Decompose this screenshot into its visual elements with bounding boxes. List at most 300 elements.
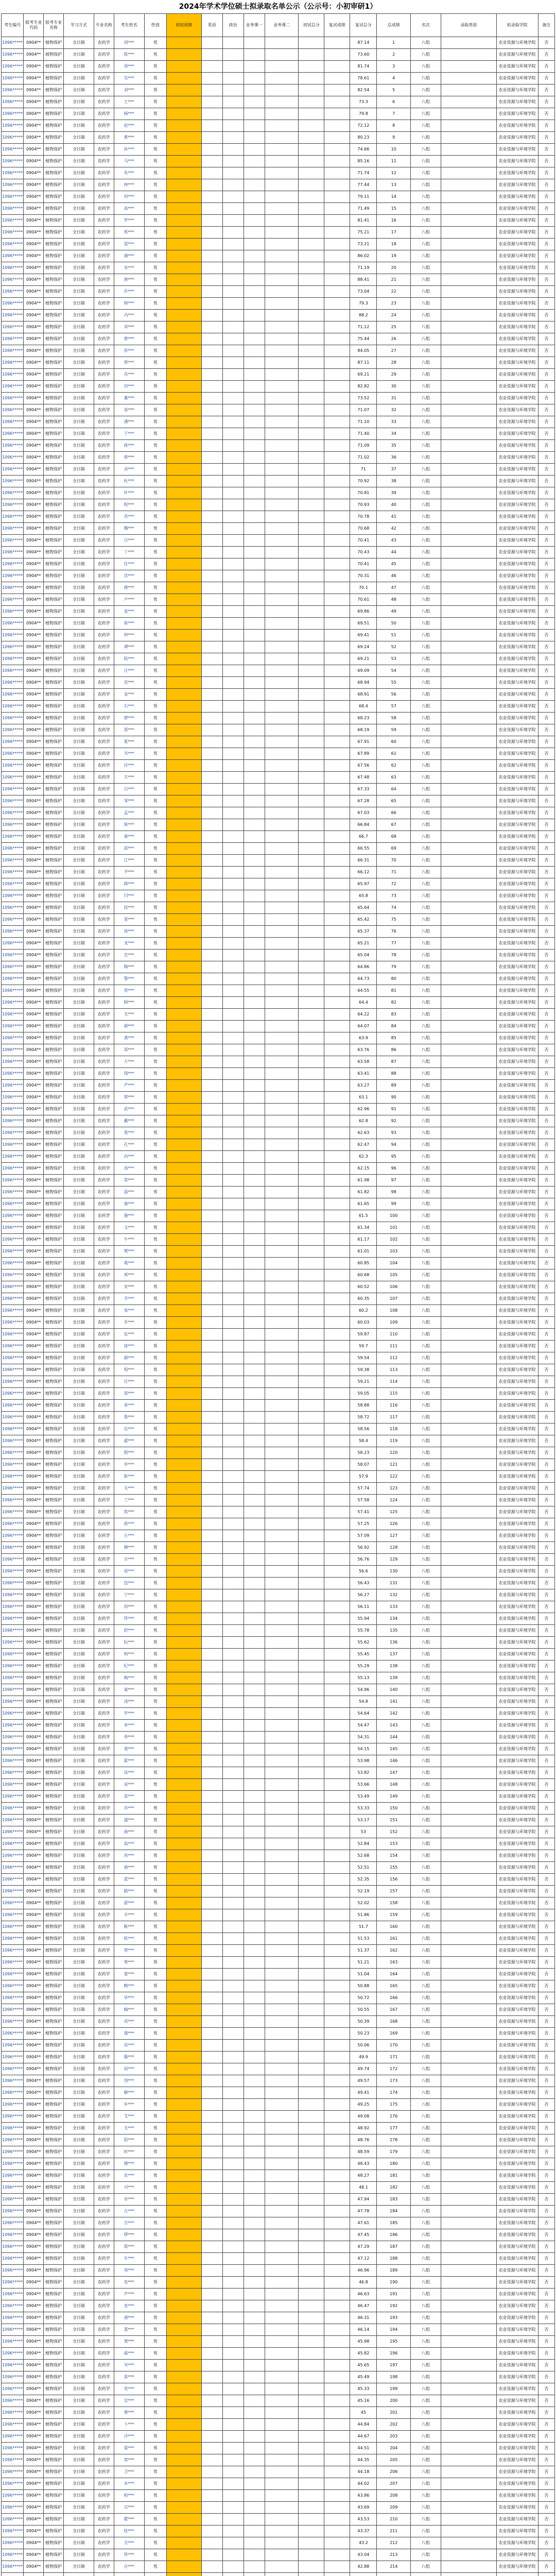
table-cell: 八组 <box>410 1021 441 1032</box>
table-cell: 农业资源与环境学院 <box>496 1826 538 1838</box>
table-row <box>2 250 555 262</box>
table-cell <box>441 1068 496 1080</box>
table-cell <box>265 440 299 452</box>
table-row <box>2 416 555 428</box>
table-cell: 1096***** <box>2 511 24 523</box>
table-cell: 否 <box>538 84 554 96</box>
table-cell: 1096***** <box>2 1684 24 1696</box>
table-cell <box>265 511 299 523</box>
table-cell: 林*** <box>114 179 144 191</box>
table-cell: 0904** <box>24 1222 44 1234</box>
table-cell <box>265 1435 299 1447</box>
table-cell: 农业资源与环境学院 <box>496 938 538 950</box>
table-cell <box>201 2478 222 2490</box>
table-cell: 植物保护 <box>44 1518 64 1530</box>
table-cell <box>265 973 299 985</box>
table-cell <box>299 926 324 938</box>
table-cell: 农*** <box>114 2170 144 2182</box>
table-cell <box>222 369 244 381</box>
table-cell: 全日制 <box>64 867 94 878</box>
table-cell <box>201 37 222 49</box>
table-row <box>2 1080 555 1092</box>
table-row <box>2 227 555 239</box>
table-cell: 韦*** <box>114 748 144 760</box>
table-cell <box>265 914 299 926</box>
table-cell: 八组 <box>410 985 441 997</box>
table-cell: 男 <box>144 1969 166 1980</box>
table-cell: 八组 <box>410 641 441 653</box>
table-cell <box>538 2573 554 2576</box>
table-cell: 男 <box>144 452 166 464</box>
table-cell <box>244 1518 265 1530</box>
table-cell <box>201 179 222 191</box>
table-cell <box>166 736 201 748</box>
table-cell: 54.31 <box>350 1732 377 1743</box>
table-cell <box>265 2123 299 2134</box>
table-cell <box>201 1969 222 1980</box>
table-cell: 1096***** <box>2 1139 24 1151</box>
table-cell <box>222 1376 244 1388</box>
table-row <box>2 1945 555 1957</box>
table-cell: 植物保护 <box>44 476 64 487</box>
table-cell: 男 <box>144 1838 166 1850</box>
table-row <box>2 1222 555 1234</box>
table-cell: 1096***** <box>2 1886 24 1897</box>
table-cell: 0904** <box>24 191 44 203</box>
table-cell: 植物保护 <box>44 1708 64 1720</box>
table-cell <box>441 1364 496 1376</box>
table-cell: 否 <box>538 2383 554 2395</box>
table-row <box>2 1281 555 1293</box>
table-cell: 八组 <box>410 2383 441 2395</box>
table-cell: 否 <box>538 890 554 902</box>
table-cell: 邓*** <box>114 321 144 333</box>
table-cell <box>222 2383 244 2395</box>
table-cell: 79 <box>377 961 411 973</box>
table-cell <box>166 2052 201 2063</box>
table-cell: 邹*** <box>114 795 144 807</box>
table-cell: 农业资源与环境学院 <box>496 440 538 452</box>
table-cell: 翁*** <box>114 1838 144 1850</box>
table-cell: 否 <box>538 1187 554 1198</box>
table-cell <box>222 464 244 476</box>
table-cell: 45.82 <box>350 2348 377 2360</box>
table-cell <box>222 570 244 582</box>
table-cell: 八组 <box>410 274 441 286</box>
table-row <box>2 1542 555 1554</box>
table-cell: 柳*** <box>114 1542 144 1554</box>
table-cell <box>324 2312 350 2324</box>
table-cell: 植物保护 <box>44 2146 64 2158</box>
table-cell <box>201 452 222 464</box>
table-cell: 0904** <box>24 357 44 369</box>
table-cell <box>222 1815 244 1826</box>
table-cell: 梅*** <box>114 1672 144 1684</box>
table-cell: 全日制 <box>64 2241 94 2253</box>
table-cell: 否 <box>538 2478 554 2490</box>
table-cell <box>201 973 222 985</box>
table-cell <box>324 440 350 452</box>
table-cell: 1096***** <box>2 2549 24 2561</box>
table-cell: 植物保护 <box>44 1897 64 1909</box>
table-cell: 88.41 <box>350 274 377 286</box>
table-cell: 55.13 <box>350 1672 377 1684</box>
table-cell: 农业资源与环境学院 <box>496 2336 538 2348</box>
table-cell: 男 <box>144 867 166 878</box>
table-cell: 185 <box>377 2217 411 2229</box>
table-cell <box>324 2336 350 2348</box>
table-cell: 0904** <box>24 487 44 499</box>
table-cell <box>222 2490 244 2502</box>
table-cell: 八组 <box>410 1447 441 1459</box>
table-cell: 农药学 <box>94 1613 114 1625</box>
table-cell <box>324 831 350 843</box>
table-cell <box>201 250 222 262</box>
table-cell <box>201 890 222 902</box>
table-cell: 否 <box>538 1542 554 1554</box>
table-cell: 11 <box>377 156 411 167</box>
table-cell: 0904** <box>24 760 44 772</box>
table-cell <box>299 1293 324 1305</box>
table-cell: 八组 <box>410 1850 441 1862</box>
table-cell: 农业资源与环境学院 <box>496 2052 538 2063</box>
table-cell <box>166 1009 201 1021</box>
table-cell: 否 <box>538 73 554 84</box>
table-cell <box>166 926 201 938</box>
table-cell: 倪*** <box>114 1364 144 1376</box>
table-cell: 0904** <box>24 274 44 286</box>
table-cell <box>265 1021 299 1032</box>
table-cell: 81 <box>377 985 411 997</box>
table-cell: 全日制 <box>64 1400 94 1412</box>
table-cell: 孔*** <box>114 1139 144 1151</box>
table-cell: 农业资源与环境学院 <box>496 1187 538 1198</box>
table-cell <box>201 1542 222 1554</box>
table-cell <box>324 1258 350 1269</box>
table-cell <box>299 950 324 961</box>
table-cell: 1096***** <box>2 1175 24 1187</box>
table-cell: 52.02 <box>350 1897 377 1909</box>
table-cell: 72 <box>377 878 411 890</box>
table-cell: 19 <box>377 250 411 262</box>
table-cell: 八组 <box>410 511 441 523</box>
table-cell <box>324 1198 350 1210</box>
table-cell: 65 <box>377 795 411 807</box>
table-cell <box>441 132 496 144</box>
table-cell: 农药学 <box>94 191 114 203</box>
table-cell: 22 <box>377 286 411 298</box>
table-cell <box>201 464 222 476</box>
table-cell: 植物保护 <box>44 191 64 203</box>
table-cell: 0904** <box>24 499 44 511</box>
table-cell: 植物保护 <box>44 1412 64 1423</box>
table-cell: 8 <box>377 120 411 132</box>
table-cell <box>265 2371 299 2383</box>
table-cell: 1096***** <box>2 2478 24 2490</box>
table-cell <box>166 1862 201 1874</box>
column-header: 初试成绩 <box>166 14 201 37</box>
table-cell: 农药学 <box>94 1743 114 1755</box>
table-cell: 0904** <box>24 582 44 594</box>
table-cell <box>201 1246 222 1258</box>
table-cell: 男 <box>144 1009 166 1021</box>
table-row <box>2 985 555 997</box>
table-cell <box>244 2217 265 2229</box>
table-cell: 1096***** <box>2 1518 24 1530</box>
table-cell: 农业资源与环境学院 <box>496 1589 538 1601</box>
table-cell: 64.4 <box>350 997 377 1009</box>
table-cell: 否 <box>538 2099 554 2111</box>
table-row <box>2 2075 555 2087</box>
table-cell <box>222 2253 244 2265</box>
table-cell <box>201 2336 222 2348</box>
table-cell: 农业资源与环境学院 <box>496 618 538 630</box>
table-cell: 87.14 <box>350 37 377 49</box>
table-cell: 46.31 <box>350 2312 377 2324</box>
table-cell: 八组 <box>410 914 441 926</box>
table-cell: 0904** <box>24 2537 44 2549</box>
table-cell: 农药学 <box>94 2289 114 2300</box>
table-cell: 农药学 <box>94 2158 114 2170</box>
table-cell: 缪*** <box>114 2229 144 2241</box>
table-cell: 八组 <box>410 1139 441 1151</box>
table-cell: 70.81 <box>350 487 377 499</box>
table-cell: 植物保护 <box>44 369 64 381</box>
table-cell <box>166 2277 201 2289</box>
table-cell <box>441 2134 496 2146</box>
table-cell: 0904** <box>24 653 44 665</box>
table-cell <box>222 1246 244 1258</box>
table-cell <box>166 1139 201 1151</box>
table-cell: 否 <box>538 878 554 890</box>
table-cell: 67.48 <box>350 772 377 784</box>
table-cell <box>201 878 222 890</box>
table-cell <box>441 938 496 950</box>
table-cell: 65.37 <box>350 926 377 938</box>
table-cell: 植物保护 <box>44 416 64 428</box>
table-cell: 植物保护 <box>44 321 64 333</box>
table-cell: 9 <box>377 132 411 144</box>
table-cell <box>265 2300 299 2312</box>
table-cell: 农药学 <box>94 96 114 108</box>
table-cell: 八组 <box>410 1732 441 1743</box>
table-cell <box>324 2075 350 2087</box>
table-cell: 农业资源与环境学院 <box>496 2075 538 2087</box>
table-cell: 章*** <box>114 1400 144 1412</box>
table-cell: 0904** <box>24 1341 44 1352</box>
table-cell: 农业资源与环境学院 <box>496 2241 538 2253</box>
table-cell: 0904** <box>24 1412 44 1423</box>
table-cell <box>441 73 496 84</box>
table-cell: 农药学 <box>94 1672 114 1684</box>
table-cell: 农业资源与环境学院 <box>496 1684 538 1696</box>
table-cell: 65.97 <box>350 878 377 890</box>
table-cell: 农业资源与环境学院 <box>496 523 538 535</box>
table-cell: 1096***** <box>2 1720 24 1732</box>
table-cell <box>441 487 496 499</box>
table-cell <box>201 713 222 724</box>
table-cell: 全日制 <box>64 1163 94 1175</box>
table-cell: 161 <box>377 1933 411 1945</box>
table-cell <box>265 108 299 120</box>
table-cell <box>244 606 265 618</box>
table-cell: 58.4 <box>350 1435 377 1447</box>
table-cell <box>324 855 350 867</box>
table-cell: 全日制 <box>64 819 94 831</box>
table-cell <box>201 1483 222 1495</box>
table-row <box>2 1364 555 1376</box>
table-cell <box>265 2253 299 2265</box>
table-cell: 77.44 <box>350 179 377 191</box>
table-cell: 吴*** <box>114 73 144 84</box>
table-cell: 农业资源与环境学院 <box>496 997 538 1009</box>
table-cell <box>299 49 324 61</box>
table-cell: 男 <box>144 653 166 665</box>
table-cell <box>265 2206 299 2217</box>
table-cell: 1096***** <box>2 772 24 784</box>
table-cell: 0904** <box>24 1163 44 1175</box>
table-cell: 全日制 <box>64 1589 94 1601</box>
table-cell: 八组 <box>410 2360 441 2371</box>
table-cell: 16 <box>377 215 411 227</box>
table-cell: 男 <box>144 1198 166 1210</box>
table-cell <box>222 1874 244 1886</box>
table-cell <box>299 1957 324 1969</box>
table-cell: 否 <box>538 855 554 867</box>
table-cell <box>324 2052 350 2063</box>
table-cell: 农业资源与环境学院 <box>496 2158 538 2170</box>
table-cell: 八组 <box>410 2040 441 2052</box>
table-cell: 59.7 <box>350 1341 377 1352</box>
table-cell: 1096***** <box>2 1660 24 1672</box>
table-cell <box>201 2182 222 2194</box>
table-cell: 植物保护 <box>44 1826 64 1838</box>
table-cell: 61.34 <box>350 1222 377 1234</box>
table-cell: 否 <box>538 2052 554 2063</box>
table-cell: 农业资源与环境学院 <box>496 227 538 239</box>
table-cell <box>265 464 299 476</box>
table-cell: 63.41 <box>350 1068 377 1080</box>
table-cell <box>166 2371 201 2383</box>
table-cell: 农药学 <box>94 1376 114 1388</box>
table-cell: 植物保护 <box>44 2514 64 2526</box>
table-cell: 男 <box>144 440 166 452</box>
table-cell <box>222 1921 244 1933</box>
table-cell <box>244 1862 265 1874</box>
table-cell: 男 <box>144 1850 166 1862</box>
table-cell <box>324 1447 350 1459</box>
table-cell: 男 <box>144 2217 166 2229</box>
table-cell <box>166 1234 201 1246</box>
table-cell: 1096***** <box>2 1151 24 1163</box>
table-cell <box>299 262 324 274</box>
table-cell <box>299 665 324 677</box>
table-cell <box>441 286 496 298</box>
table-cell: 农业资源与环境学院 <box>496 2537 538 2549</box>
table-cell <box>299 807 324 819</box>
table-cell <box>299 1388 324 1400</box>
table-cell <box>201 1803 222 1815</box>
table-row <box>2 2040 555 2052</box>
table-cell <box>201 1151 222 1163</box>
table-cell: 1096***** <box>2 487 24 499</box>
table-cell: 否 <box>538 985 554 997</box>
table-cell: 否 <box>538 653 554 665</box>
table-cell <box>244 108 265 120</box>
table-cell <box>299 2573 324 2576</box>
table-cell: 男 <box>144 1068 166 1080</box>
table-cell: 男 <box>144 1649 166 1660</box>
table-cell <box>166 855 201 867</box>
table-cell <box>244 1909 265 1921</box>
table-cell: 否 <box>538 203 554 215</box>
table-cell: 农业资源与环境学院 <box>496 713 538 724</box>
table-cell: 农业资源与环境学院 <box>496 594 538 606</box>
table-cell: 男 <box>144 594 166 606</box>
table-cell <box>166 310 201 321</box>
table-cell: 农药学 <box>94 1009 114 1021</box>
table-cell <box>265 1708 299 1720</box>
table-cell <box>324 1281 350 1293</box>
table-cell <box>166 630 201 641</box>
table-cell: 0904** <box>24 2087 44 2099</box>
table-cell: 159 <box>377 1909 411 1921</box>
table-cell <box>441 1980 496 1992</box>
table-cell <box>201 1696 222 1708</box>
table-cell: 0904** <box>24 1044 44 1056</box>
table-cell: 1096***** <box>2 1530 24 1542</box>
table-cell: 牟*** <box>114 2099 144 2111</box>
table-cell: 农药学 <box>94 1435 114 1447</box>
table-cell <box>166 203 201 215</box>
table-cell: 全日制 <box>64 2312 94 2324</box>
table-cell <box>324 558 350 570</box>
table-cell: 八组 <box>410 1933 441 1945</box>
table-cell <box>201 2241 222 2253</box>
table-cell <box>265 1862 299 1874</box>
table-cell: 农业资源与环境学院 <box>496 1080 538 1092</box>
table-cell: 左*** <box>114 1530 144 1542</box>
table-cell: 81.41 <box>350 215 377 227</box>
table-cell <box>299 831 324 843</box>
table-cell: 否 <box>538 1720 554 1732</box>
table-cell <box>201 1163 222 1175</box>
table-cell <box>324 1933 350 1945</box>
table-cell <box>201 1838 222 1850</box>
table-cell <box>201 1495 222 1506</box>
table-cell <box>441 416 496 428</box>
table-cell <box>324 1293 350 1305</box>
table-cell: 0904** <box>24 618 44 630</box>
table-cell: 男 <box>144 499 166 511</box>
table-cell: 农业资源与环境学院 <box>496 2478 538 2490</box>
table-cell <box>324 1969 350 1980</box>
table-cell: 蒋*** <box>114 440 144 452</box>
table-cell: 农业资源与环境学院 <box>496 2028 538 2040</box>
table-cell <box>201 120 222 132</box>
table-cell <box>299 1732 324 1743</box>
table-row <box>2 61 555 73</box>
table-cell: 八组 <box>410 1210 441 1222</box>
table-cell: 植物保护 <box>44 2526 64 2537</box>
table-cell <box>324 37 350 49</box>
table-cell <box>166 1755 201 1767</box>
table-row <box>2 1672 555 1684</box>
table-cell <box>299 2407 324 2419</box>
table-cell: 全日制 <box>64 689 94 701</box>
table-cell <box>299 2537 324 2549</box>
table-cell: 植物保护 <box>44 487 64 499</box>
